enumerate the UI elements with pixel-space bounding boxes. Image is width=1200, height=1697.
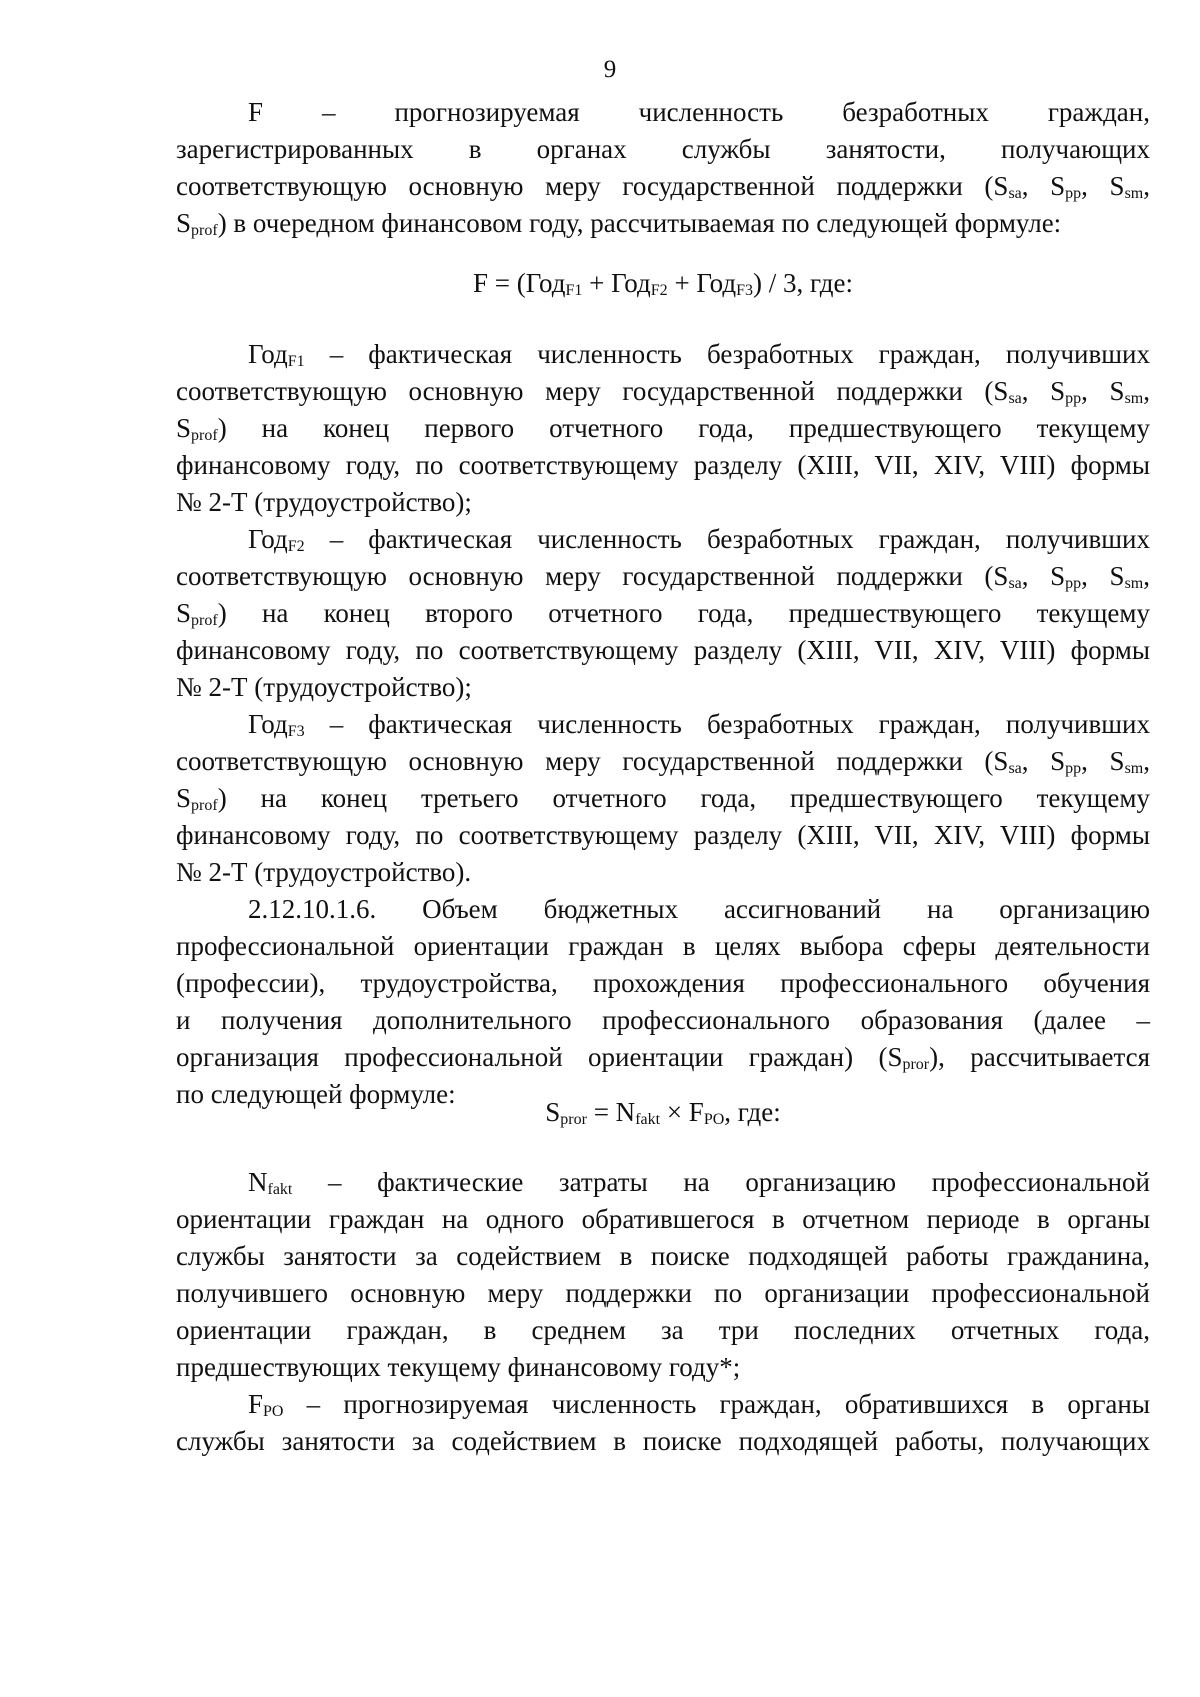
text-line: службы занятости за содействием в поиске подходящей работы, получающих xyxy=(176,1426,1150,1456)
formula-spror: $S_{pror} = N_{fakt} \times F_{PO}$, где: xyxy=(545,1097,781,1128)
text-line: (профессии), трудоустройства, прохождения профессионального обучения xyxy=(176,968,1150,998)
text-line: $N_{fakt}$ – фактические затраты на организацию профессиональной xyxy=(248,1167,1150,1198)
text-line: по следующей формуле: xyxy=(176,1079,456,1109)
text-line: № 2-Т (трудоустройство). xyxy=(176,857,472,887)
paragraph-god-definitions xyxy=(176,336,1150,1113)
text-line: ориентации граждан на одного обратившегося в отчетном периоде в органы xyxy=(176,1204,1150,1234)
formula-f: F = (Год$_{F1}$ + Год$_{F2}$ + Год$_{F3}$) / 3, где: xyxy=(473,268,853,299)
text-line: финансовому году, по соответствующему разделу (XIII, VII, XIV, VIII) формы xyxy=(176,820,1150,850)
text-line: № 2-Т (трудоустройство); xyxy=(176,672,472,702)
page-number: 9 xyxy=(603,56,617,83)
text-line: предшествующих текущему финансовому году*; xyxy=(176,1352,741,1382)
text-line: $S_{prof}$) на конец второго отчетного года, предшествующего текущему xyxy=(176,598,1150,629)
text-line: $S_{prof}$) на конец третьего отчетного года, предшествующего текущему xyxy=(176,783,1150,814)
text-line: получившего основную меру поддержки по организации профессиональной xyxy=(176,1278,1150,1308)
paragraph-nfakt-definitions xyxy=(176,1164,1150,1460)
text-line: № 2-Т (трудоустройство); xyxy=(176,487,472,517)
text-line: и получения дополнительного профессионального образования (далее – xyxy=(176,1005,1150,1035)
text-line: финансовому году, по соответствующему разделу (XIII, VII, XIV, VIII) формы xyxy=(176,635,1150,665)
text-line: $S_{prof}$) в очередном финансовом году, рассчитываемая по следующей формуле: xyxy=(176,208,1062,239)
text-line: зарегистрированных в органах службы занятости, получающих xyxy=(176,134,1150,164)
text-line: $F_{PO}$ – прогнозируемая численность граждан, обратившихся в органы xyxy=(248,1389,1150,1420)
text-line: службы занятости за содействием в поиске подходящей работы гражданина, xyxy=(176,1241,1150,1271)
text-line: ориентации граждан, в среднем за три последних отчетных года, xyxy=(176,1315,1150,1345)
text-line: организация профессиональной ориентации граждан) $(S_{pror})$, рассчитывается xyxy=(176,1042,1150,1073)
text-line: $S_{prof}$) на конец первого отчетного года, предшествующего текущему xyxy=(176,413,1150,444)
text-line: соответствующую основную меру государственной поддержки ($S_{sa}$, $S_{pp}$, $S_{sm}$, xyxy=(176,376,1150,407)
text-line: F – прогнозируемая численность безработных граждан, xyxy=(248,97,1150,127)
text-line: Год$_{F1}$ – фактическая численность безработных граждан, получивших xyxy=(248,339,1150,370)
paragraph-f-definition xyxy=(176,94,1150,242)
text-line: 2.12.10.1.6. Объем бюджетных ассигнований на организацию xyxy=(248,894,1150,924)
text-line: профессиональной ориентации граждан в целях выбора сферы деятельности xyxy=(176,931,1150,961)
text-line: Год$_{F2}$ – фактическая численность безработных граждан, получивших xyxy=(248,524,1150,555)
text-line: соответствующую основную меру государственной поддержки ($S_{sa}$, $S_{pp}$, $S_{sm}$, xyxy=(176,746,1150,777)
text-line: финансовому году, по соответствующему разделу (XIII, VII, XIV, VIII) формы xyxy=(176,450,1150,480)
text-line: соответствующую основную меру государственной поддержки ($S_{sa}$, $S_{pp}$, $S_{sm}$, xyxy=(176,561,1150,592)
text-line: Год$_{F3}$ – фактическая численность безработных граждан, получивших xyxy=(248,709,1150,740)
text-line: соответствующую основную меру государственной поддержки ($S_{sa}$, $S_{pp}$, $S_{sm}$, xyxy=(176,171,1150,202)
